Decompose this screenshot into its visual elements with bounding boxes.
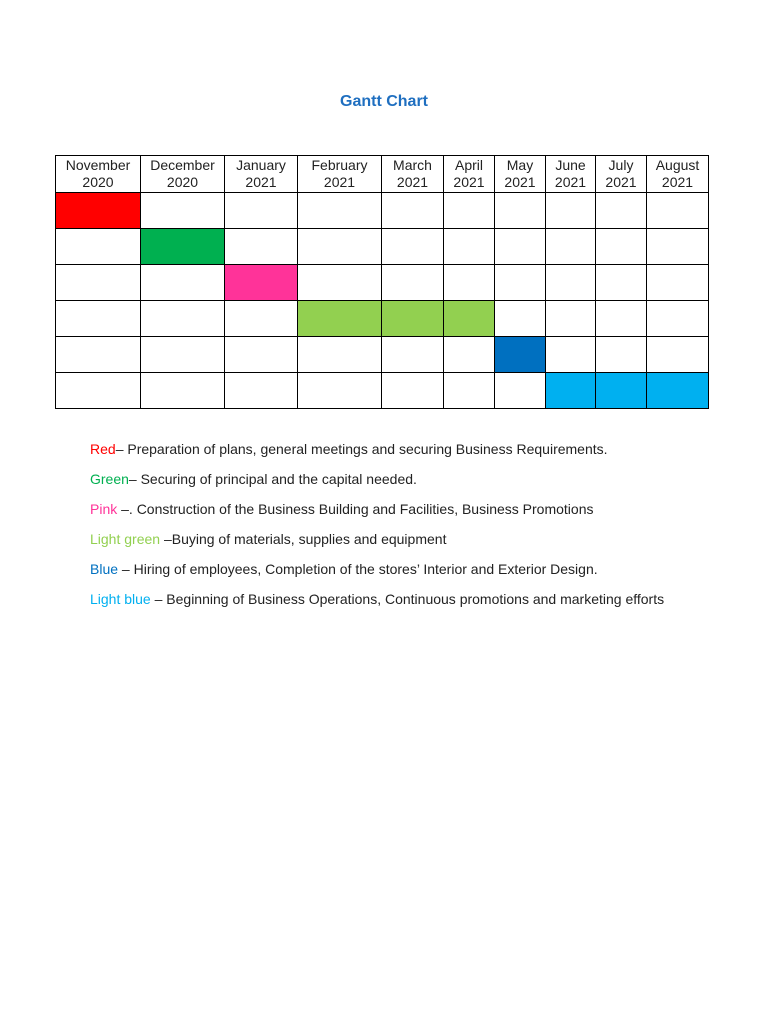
month-name: April: [454, 157, 483, 173]
gantt-cell: [225, 373, 298, 409]
gantt-cell: [546, 193, 596, 229]
month-header: [298, 156, 382, 193]
gantt-cell: [596, 265, 647, 301]
gantt-bar-cell: [141, 229, 225, 265]
gantt-cell: [225, 301, 298, 337]
gantt-cell: [298, 265, 382, 301]
gantt-cell: [596, 193, 647, 229]
gantt-cell: [382, 193, 444, 229]
gantt-cell: [495, 265, 546, 301]
legend-description: –Buying of materials, supplies and equipment: [160, 531, 447, 547]
gantt-cell: [382, 337, 444, 373]
month-name: June: [555, 157, 586, 173]
gantt-cell: [225, 337, 298, 373]
legend-description: – Hiring of employees, Completion of the stores’ Interior and Exterior Design.: [118, 561, 598, 577]
gantt-cell: [298, 337, 382, 373]
legend-description: – Securing of principal and the capital needed.: [128, 471, 417, 487]
legend-item: [90, 500, 690, 518]
gantt-cell: [546, 229, 596, 265]
table-row: [56, 373, 709, 409]
gantt-cell: [596, 301, 647, 337]
legend-description: – Preparation of plans, general meetings and securing Business Requirements.: [115, 441, 608, 457]
gantt-bar-cell: [298, 301, 382, 337]
legend-color-label: Green: [90, 471, 129, 487]
legend-item: [90, 440, 690, 458]
legend-description: – Beginning of Business Operations, Continuous promotions and marketing efforts: [150, 591, 665, 607]
legend: [90, 440, 690, 620]
gantt-bar-cell: [546, 373, 596, 409]
legend-color-label: Blue: [90, 561, 119, 577]
gantt-bar-cell: [56, 193, 141, 229]
gantt-cell: [495, 373, 546, 409]
month-year: 2021: [323, 174, 356, 190]
gantt-cell: [141, 193, 225, 229]
gantt-cell: [444, 337, 495, 373]
gantt-cell: [141, 373, 225, 409]
gantt-cell: [647, 229, 709, 265]
gantt-cell: [546, 337, 596, 373]
gantt-cell: [56, 229, 141, 265]
gantt-cell: [382, 265, 444, 301]
month-header: [141, 156, 225, 193]
legend-color-label: Light blue: [90, 591, 151, 607]
month-name: March: [393, 157, 432, 173]
table-row: [56, 301, 709, 337]
gantt-cell: [56, 265, 141, 301]
gantt-cell: [596, 229, 647, 265]
month-name: February: [311, 157, 368, 173]
month-year: 2021: [554, 174, 587, 190]
month-year: 2021: [504, 174, 536, 190]
legend-description: –. Construction of the Business Building and Facilities, Business Promotions: [117, 501, 594, 517]
month-header: [56, 156, 141, 193]
month-year: 2021: [453, 174, 485, 190]
gantt-cell: [444, 229, 495, 265]
month-header: [647, 156, 709, 193]
month-header: [495, 156, 546, 193]
gantt-cell: [298, 373, 382, 409]
gantt-cell: [298, 193, 382, 229]
gantt-body: [56, 193, 709, 409]
gantt-header-row: [56, 156, 709, 193]
legend-color-label: Red: [90, 441, 116, 457]
legend-item: [90, 590, 690, 608]
month-year: 2021: [396, 174, 429, 190]
gantt-cell: [495, 229, 546, 265]
table-row: [56, 229, 709, 265]
gantt-cell: [444, 193, 495, 229]
month-name: May: [506, 157, 534, 173]
gantt-cell: [647, 193, 709, 229]
month-header: [546, 156, 596, 193]
month-year: 2020: [82, 174, 114, 190]
gantt-cell: [546, 265, 596, 301]
gantt-bar-cell: [596, 373, 647, 409]
legend-color-label: Light green: [90, 531, 161, 547]
gantt-cell: [298, 229, 382, 265]
table-row: [56, 193, 709, 229]
month-header: [225, 156, 298, 193]
gantt-cell: [647, 265, 709, 301]
gantt-cell: [382, 229, 444, 265]
month-year: 2021: [661, 174, 694, 190]
legend-item: [90, 560, 690, 578]
gantt-cell: [56, 373, 141, 409]
month-name: January: [236, 157, 286, 173]
gantt-bar-cell: [225, 265, 298, 301]
gantt-cell: [495, 193, 546, 229]
table-row: [56, 337, 709, 373]
month-name: August: [655, 157, 700, 173]
gantt-cell: [596, 337, 647, 373]
gantt-cell: [546, 301, 596, 337]
gantt-cell: [225, 229, 298, 265]
gantt-cell: [647, 337, 709, 373]
table-row: [56, 265, 709, 301]
gantt-cell: [56, 301, 141, 337]
gantt-bar-cell: [382, 301, 444, 337]
month-name: July: [608, 157, 634, 173]
month-year: 2021: [245, 174, 277, 190]
gantt-table: [55, 155, 709, 409]
legend-color-label: Pink: [90, 501, 118, 517]
month-year: 2021: [605, 174, 637, 190]
month-name: November: [65, 157, 131, 173]
gantt-cell: [495, 301, 546, 337]
gantt-bar-cell: [495, 337, 546, 373]
gantt-cell: [444, 265, 495, 301]
month-header: [596, 156, 647, 193]
gantt-cell: [141, 301, 225, 337]
legend-item: [90, 470, 690, 488]
gantt-cell: [444, 373, 495, 409]
page-title: Gantt Chart: [340, 93, 428, 110]
month-name: December: [150, 157, 215, 173]
gantt-cell: [141, 265, 225, 301]
gantt-cell: [647, 301, 709, 337]
gantt-cell: [141, 337, 225, 373]
gantt-cell: [56, 337, 141, 373]
gantt-cell: [225, 193, 298, 229]
month-year: 2020: [166, 174, 199, 190]
month-header: [382, 156, 444, 193]
month-header: [444, 156, 495, 193]
gantt-cell: [382, 373, 444, 409]
legend-item: [90, 530, 690, 548]
gantt-bar-cell: [647, 373, 709, 409]
gantt-bar-cell: [444, 301, 495, 337]
